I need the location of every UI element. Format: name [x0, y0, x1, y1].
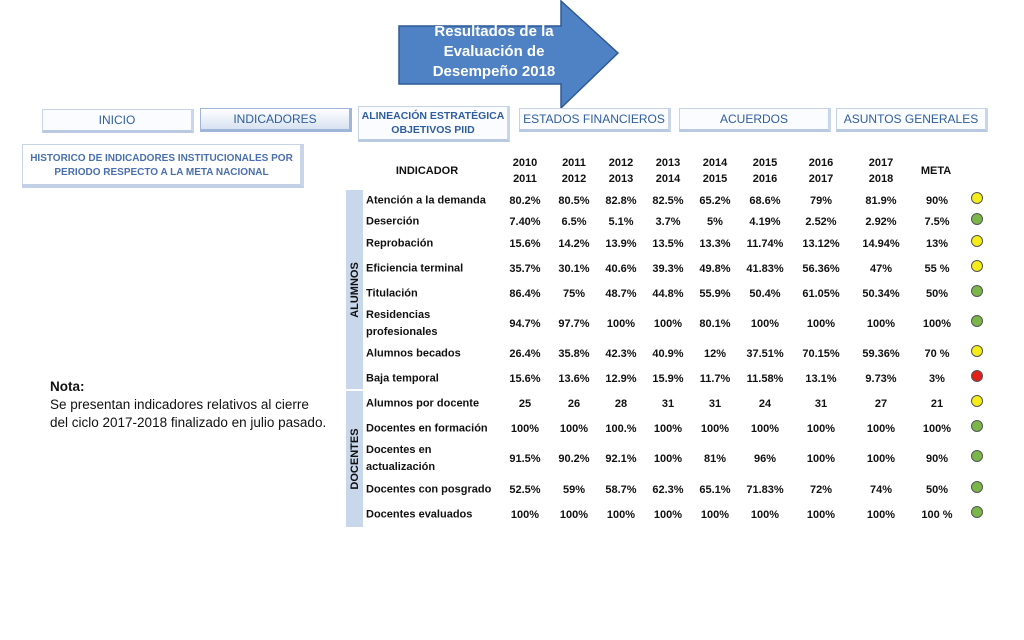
meta-cell: 90%	[925, 453, 949, 465]
value-cell: 100%	[559, 423, 589, 435]
value-cell: 12%	[703, 348, 727, 360]
value-cell: 26.4%	[509, 348, 541, 360]
group-docentes	[346, 391, 363, 527]
period-end: 2013	[608, 173, 634, 185]
value-cell: 70.15%	[802, 348, 840, 360]
header-meta: META	[920, 165, 952, 177]
value-cell: 2.92%	[865, 216, 897, 228]
value-cell: 80.2%	[509, 195, 541, 207]
row-label: Residencias profesionales	[366, 309, 438, 338]
value-cell: 28	[614, 398, 628, 410]
value-cell: 48.7%	[605, 288, 637, 300]
nav-inicio-button[interactable]: INICIO	[42, 109, 194, 133]
row-label: Alumnos por docente	[366, 397, 480, 410]
value-cell: 5%	[707, 216, 723, 228]
value-cell: 79%	[809, 195, 833, 207]
status-yellow-icon	[971, 260, 983, 272]
period-end: 2017	[808, 173, 834, 185]
status-yellow-icon	[971, 395, 983, 407]
value-cell: 59%	[562, 484, 586, 496]
title-banner	[398, 0, 622, 112]
value-cell: 13.5%	[652, 238, 684, 250]
value-cell: 72%	[809, 484, 833, 496]
value-cell: 50.34%	[862, 288, 900, 300]
value-cell: 11.74%	[746, 238, 784, 250]
period-start: 2010	[512, 157, 538, 169]
period-start: 2013	[655, 157, 681, 169]
value-cell: 27	[874, 398, 888, 410]
value-cell: 14.94%	[862, 238, 900, 250]
value-cell: 31	[708, 398, 722, 410]
value-cell: 100%	[653, 423, 683, 435]
historico-line1: HISTORICO DE INDICADORES INSTITUCIONALES POR	[30, 153, 293, 164]
nav-alineacion-line1: ALINEACIÓN ESTRATÉGICA	[361, 110, 505, 122]
value-cell: 52.5%	[509, 484, 541, 496]
period-start: 2016	[808, 157, 834, 169]
period-start: 2012	[608, 157, 634, 169]
nav-estados-button[interactable]: ESTADOS FINANCIEROS	[519, 108, 671, 132]
period-start: 2017	[868, 157, 894, 169]
value-cell: 80.1%	[699, 318, 731, 330]
group-docentes-label: DOCENTES	[348, 428, 361, 490]
value-cell: 82.5%	[652, 195, 684, 207]
value-cell: 42.3%	[605, 348, 637, 360]
value-cell: 13.6%	[558, 373, 590, 385]
period-end: 2016	[752, 173, 778, 185]
row-label: Docentes evaluados	[366, 508, 473, 521]
value-cell: 100%	[700, 423, 730, 435]
status-green-icon	[971, 506, 983, 518]
value-cell: 100%	[866, 453, 896, 465]
value-cell: 13.3%	[699, 238, 731, 250]
period-header	[737, 155, 793, 187]
group-alumnos	[346, 190, 363, 389]
status-green-icon	[971, 315, 983, 327]
value-cell: 100%	[653, 318, 683, 330]
row-label: Deserción	[366, 215, 420, 228]
period-end: 2014	[655, 173, 681, 185]
value-cell: 86.4%	[509, 288, 541, 300]
value-cell: 2.52%	[805, 216, 837, 228]
value-cell: 100%	[653, 509, 683, 521]
period-end: 2011	[513, 173, 537, 185]
value-cell: 61.05%	[802, 288, 840, 300]
value-cell: 11.58%	[746, 373, 784, 385]
row-label: Eficiencia terminal	[366, 262, 464, 275]
value-cell: 100%	[559, 509, 589, 521]
value-cell: 35.7%	[509, 263, 541, 275]
value-cell: 11.7%	[699, 373, 731, 385]
historico-line2: PERIODO RESPECTO A LA META NACIONAL	[54, 167, 269, 178]
value-cell: 35.8%	[558, 348, 590, 360]
period-start: 2011	[562, 157, 586, 169]
value-cell: 13.1%	[805, 373, 837, 385]
value-cell: 74%	[869, 484, 893, 496]
period-end: 2015	[702, 173, 728, 185]
value-cell: 100%	[866, 509, 896, 521]
value-cell: 14.2%	[558, 238, 590, 250]
value-cell: 75%	[562, 288, 586, 300]
value-cell: 92.1%	[605, 453, 637, 465]
note-block	[50, 378, 330, 432]
value-cell: 31	[661, 398, 675, 410]
meta-cell: 100%	[922, 318, 952, 330]
nav-indicadores-button[interactable]: INDICADORES	[200, 108, 352, 132]
value-cell: 81%	[703, 453, 727, 465]
value-cell: 7.40%	[509, 216, 541, 228]
period-end: 2018	[868, 173, 894, 185]
status-green-icon	[971, 450, 983, 462]
value-cell: 100%	[750, 318, 780, 330]
period-start: 2015	[752, 157, 778, 169]
value-cell: 96%	[753, 453, 777, 465]
nav-acuerdos-button[interactable]: ACUERDOS	[679, 108, 831, 132]
note-text: Se presentan indicadores relativos al cierre del ciclo 2017-2018 finalizado en julio pasado.	[50, 397, 327, 430]
period-header	[853, 155, 909, 187]
status-yellow-icon	[971, 345, 983, 357]
value-cell: 6.5%	[561, 216, 587, 228]
value-cell: 39.3%	[652, 263, 684, 275]
value-cell: 62.3%	[652, 484, 684, 496]
value-cell: 37.51%	[746, 348, 784, 360]
value-cell: 25	[518, 398, 532, 410]
meta-cell: 90%	[925, 195, 949, 207]
row-label: Reprobación	[366, 237, 434, 250]
meta-cell: 50%	[925, 288, 949, 300]
row-label: Docentes en formación	[366, 422, 488, 435]
value-cell: 15.9%	[652, 373, 684, 385]
value-cell: 80.5%	[558, 195, 590, 207]
status-green-icon	[971, 213, 983, 225]
nav-alineacion-button[interactable]	[358, 106, 510, 142]
meta-cell: 21	[930, 398, 944, 410]
value-cell: 90.2%	[558, 453, 590, 465]
meta-cell: 50%	[925, 484, 949, 496]
value-cell: 100%	[510, 423, 540, 435]
historico-button[interactable]	[22, 144, 304, 188]
value-cell: 94.7%	[509, 318, 541, 330]
value-cell: 15.6%	[509, 373, 541, 385]
value-cell: 49.8%	[699, 263, 731, 275]
value-cell: 9.73%	[865, 373, 897, 385]
value-cell: 71.83%	[746, 484, 784, 496]
period-header	[687, 155, 743, 187]
status-green-icon	[971, 285, 983, 297]
value-cell: 26	[567, 398, 581, 410]
value-cell: 40.9%	[652, 348, 684, 360]
value-cell: 3.7%	[655, 216, 681, 228]
value-cell: 100%	[750, 423, 780, 435]
meta-cell: 100 %	[921, 509, 953, 521]
meta-cell: 13%	[925, 238, 949, 250]
row-label: Docentes con posgrado	[366, 483, 492, 496]
row-label: Docentes en actualización	[366, 444, 436, 473]
value-cell: 31	[814, 398, 828, 410]
value-cell: 47%	[869, 263, 893, 275]
value-cell: 12.9%	[605, 373, 637, 385]
value-cell: 59.36%	[862, 348, 900, 360]
group-alumnos-label: ALUMNOS	[348, 261, 361, 318]
period-start: 2014	[702, 157, 728, 169]
row-label: Baja temporal	[366, 372, 439, 385]
value-cell: 97.7%	[558, 318, 590, 330]
value-cell: 65.1%	[699, 484, 731, 496]
meta-cell: 55 %	[924, 263, 950, 275]
value-cell: 100%	[806, 318, 836, 330]
value-cell: 100.%	[605, 423, 637, 435]
value-cell: 100%	[866, 318, 896, 330]
value-cell: 91.5%	[509, 453, 541, 465]
status-green-icon	[971, 481, 983, 493]
meta-cell: 3%	[929, 373, 945, 385]
value-cell: 24	[758, 398, 772, 410]
value-cell: 100%	[750, 509, 780, 521]
value-cell: 58.7%	[605, 484, 637, 496]
value-cell: 100%	[806, 509, 836, 521]
value-cell: 82.8%	[605, 195, 637, 207]
value-cell: 100%	[606, 509, 636, 521]
meta-cell: 100%	[922, 423, 952, 435]
period-header	[497, 155, 553, 187]
nav-alineacion-line2: OBJETIVOS PIID	[391, 124, 475, 136]
value-cell: 50.4%	[749, 288, 781, 300]
value-cell: 81.9%	[865, 195, 897, 207]
value-cell: 65.2%	[699, 195, 731, 207]
value-cell: 56.36%	[802, 263, 840, 275]
period-end: 2012	[561, 173, 587, 185]
value-cell: 5.1%	[608, 216, 634, 228]
value-cell: 100%	[510, 509, 540, 521]
row-label: Atención a la demanda	[366, 194, 486, 207]
nav-asuntos-button[interactable]: ASUNTOS GENERALES	[836, 108, 988, 132]
value-cell: 15.6%	[509, 238, 541, 250]
value-cell: 4.19%	[749, 216, 781, 228]
note-title: Nota:	[50, 379, 85, 394]
value-cell: 100%	[653, 453, 683, 465]
period-header	[793, 155, 849, 187]
value-cell: 100%	[806, 423, 836, 435]
value-cell: 41.83%	[746, 263, 784, 275]
meta-cell: 7.5%	[924, 216, 950, 228]
value-cell: 55.9%	[699, 288, 731, 300]
banner-title: Resultados de la Evaluación de Desempeño 2018	[432, 23, 556, 80]
row-label: Alumnos becados	[366, 347, 461, 360]
value-cell: 30.1%	[558, 263, 590, 275]
row-label: Titulación	[366, 287, 418, 300]
meta-cell: 70 %	[924, 348, 950, 360]
value-cell: 100%	[806, 453, 836, 465]
value-cell: 13.12%	[802, 238, 840, 250]
value-cell: 100%	[700, 509, 730, 521]
value-cell: 40.6%	[605, 263, 637, 275]
status-red-icon	[971, 370, 983, 382]
status-yellow-icon	[971, 235, 983, 247]
value-cell: 44.8%	[652, 288, 684, 300]
status-green-icon	[971, 420, 983, 432]
value-cell: 68.6%	[749, 195, 781, 207]
value-cell: 100%	[606, 318, 636, 330]
value-cell: 100%	[866, 423, 896, 435]
header-indicador: INDICADOR	[395, 165, 459, 177]
status-yellow-icon	[971, 192, 983, 204]
value-cell: 13.9%	[605, 238, 637, 250]
